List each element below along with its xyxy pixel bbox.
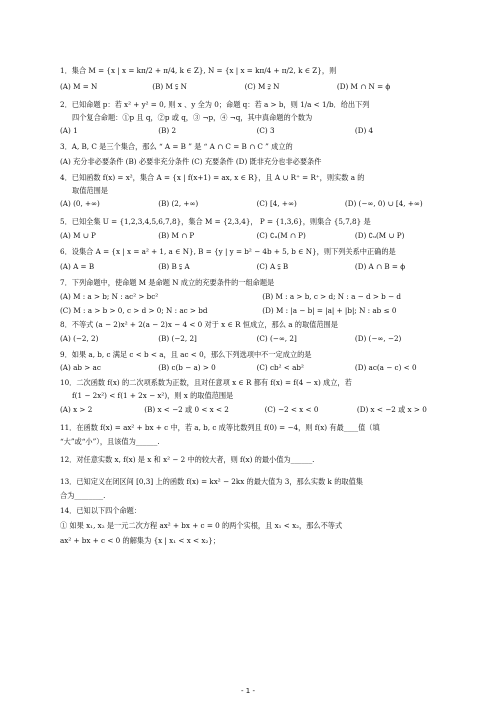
question-2-cont: 四个复合命题：①p 且 q，②p 或 q，③ ¬p，④ ¬q，其中真命题的个数为 <box>72 113 313 122</box>
option-a: (A) ab > ac <box>60 363 101 372</box>
option-a: (A) M ∪ P <box>60 231 96 240</box>
option-d: (D) A ∩ B = ϕ <box>354 262 406 271</box>
option-a: (A) A = B <box>60 262 95 271</box>
option-d: (D) 4 <box>354 126 374 135</box>
option-c: (C) cb² < ab² <box>256 363 304 372</box>
option-d: (D) (−∞, −2) <box>354 334 402 343</box>
question-8-options <box>60 334 446 344</box>
option-c: (C) ∁ᵤ(M ∩ P) <box>256 231 306 240</box>
option-d: (D) M : |a − b| = |a| + |b|; N : ab ≤ 0 <box>262 306 397 315</box>
question-4-cont: 取值范围是 <box>72 186 108 195</box>
question-14-item-1: ① 如果 x₁, x₂ 是一元二次方程 ax² + bx + c = 0 的两个实根，且 x₁ < x₂，那么不等式 <box>60 521 343 530</box>
question-5-options <box>60 231 446 241</box>
option-b: (B) c(b − a) > 0 <box>158 363 216 372</box>
question-14-item-1-cont: ax² + bx + c < 0 的解集为 {x | x₁ < x < x₂}； <box>60 536 221 545</box>
option-d: (D) ac(a − c) < 0 <box>354 363 417 372</box>
option-c: (C) [4, +∞) <box>256 199 297 208</box>
option-b: (B) x < −2 或 0 < x < 2 <box>144 405 229 414</box>
question-1-stem: 1．集合 M = {x | x = kπ/2 + π/4, k ∈ Z}, N = {x | x = kπ/4 + π/2, k ∈ Z}，则 <box>60 66 337 75</box>
question-8-stem: 8．不等式 (a − 2)x² + 2(a − 2)x − 4 < 0 对于 x ∈ R 恒成立，那么 a 的取值范围是 <box>60 320 338 329</box>
option-c: (C) 3 <box>256 126 275 135</box>
option-b: (B) M ⫋ N <box>152 82 187 91</box>
question-4-options <box>60 199 446 209</box>
question-10-options <box>60 405 446 415</box>
option-d: (D) x < −2 或 x > 0 <box>356 405 427 414</box>
question-3-stem: 3．A, B, C 是三个集合，那么 “ A = B ” 是 “ A ∩ C = B ∩ C ” 成立的 <box>60 142 293 151</box>
option-d: (D) (−∞, 0) ∪ [4, +∞) <box>344 199 423 208</box>
question-2-options <box>60 126 446 136</box>
option-a: (A) M = N <box>60 82 98 91</box>
option-b: (B) (2, +∞) <box>158 199 199 208</box>
option-d: (D) M ∩ N = ϕ <box>336 82 391 91</box>
question-7-stem: 7．下列命题中，使命题 M 是命题 N 成立的充要条件的一组命题是 <box>60 278 275 287</box>
option-b: (B) B ⫋ A <box>158 262 190 271</box>
option-a: (A) x > 2 <box>60 405 93 414</box>
option-c: (C) M ⫌ N <box>244 82 280 91</box>
question-9-stem: 9．如果 a, b, c 满足 c < b < a，且 ac < 0，那么下列选项中不一定成立的是 <box>60 350 312 359</box>
question-11-cont: “大”或“小”），且该值为______. <box>60 437 160 446</box>
option-b: (B) (−2, 2] <box>158 334 197 343</box>
option-a: (A) (−2, 2) <box>60 334 99 343</box>
question-4-stem: 4．已知函数 f(x) = x²，集合 A = {x | f(x+1) = ax, x ∈ R}，且 A ∪ R⁺ = R⁺，则实数 a 的 <box>60 173 365 182</box>
question-1-options <box>60 82 446 92</box>
question-12-stem: 12．对任意实数 x, f(x) 是 x 和 x² − 2 中的较大者，则 f(x) 的最小值为______. <box>60 455 315 464</box>
page-number: - 1 - <box>241 687 255 695</box>
option-b: (B) 2 <box>158 126 177 135</box>
option-a: (A) (0, +∞) <box>60 199 100 208</box>
option-c: (C) M : a > b > 0, c > d > 0; N : ac > bd <box>60 306 208 315</box>
option-b: (B) M ∩ P <box>158 231 195 240</box>
question-13-cont: 合为________. <box>60 491 106 500</box>
question-14-stem: 14．已知以下四个命题： <box>60 506 142 515</box>
option-c: (C) −2 < x < 0 <box>264 405 319 414</box>
question-7-options-row1 <box>60 292 446 302</box>
question-10-cont: f(1 − 2x²) < f(1 + 2x − x²)，则 x 的取值范围是 <box>72 391 234 400</box>
question-3-options <box>60 157 446 167</box>
option-c: (C) (−∞, 2] <box>256 334 297 343</box>
option-b: (B) M : a > b, c > d; N : a − d > b − d <box>262 292 401 301</box>
option-c: (C) A ⫋ B <box>256 262 289 271</box>
option-line: (A) 充分非必要条件 (B) 必要非充分条件 (C) 充要条件 (D) 既非充分也非必要条件 <box>60 157 322 166</box>
question-13-stem: 13．已知定义在闭区间 [0,3] 上的函数 f(x) = kx² − 2kx 的最大值为 3，那么实数 k 的取值集 <box>60 477 363 486</box>
question-11-stem: 11．在函数 f(x) = ax² + bx + c 中，若 a, b, c 成等比数列且 f(0) = −4，则 f(x) 有最____值（填 <box>60 423 380 432</box>
option-a: (A) 1 <box>60 126 78 135</box>
question-10-stem: 10．二次函数 f(x) 的二次项系数为正数，且对任意项 x ∈ R 都有 f(x) = f(4 − x) 成立，若 <box>60 378 352 387</box>
question-2-stem: 2．已知命题 p：若 x² + y² = 0, 则 x 、y 全为 0；命题 q：若 a > b，则 1/a < 1/b．给出下列 <box>60 100 370 109</box>
option-d: (D) ∁ᵤ(M ∪ P) <box>354 231 405 240</box>
question-6-stem: 6．设集合 A = {x | x = a² + 1, a ∈ N}, B = {y | y = b² − 4b + 5, b ∈ N}，则下列关系中正确的是 <box>60 247 396 256</box>
question-7-options-row2 <box>60 306 446 316</box>
question-6-options <box>60 262 446 272</box>
question-9-options <box>60 363 446 373</box>
option-a: (A) M : a > b; N : ac² > bc² <box>60 292 159 301</box>
question-5-stem: 5．已知全集 U = {1,2,3,4,5,6,7,8}，集合 M = {2,3,4}， P = {1,3,6}，则集合 {5,7,8} 是 <box>60 217 371 226</box>
